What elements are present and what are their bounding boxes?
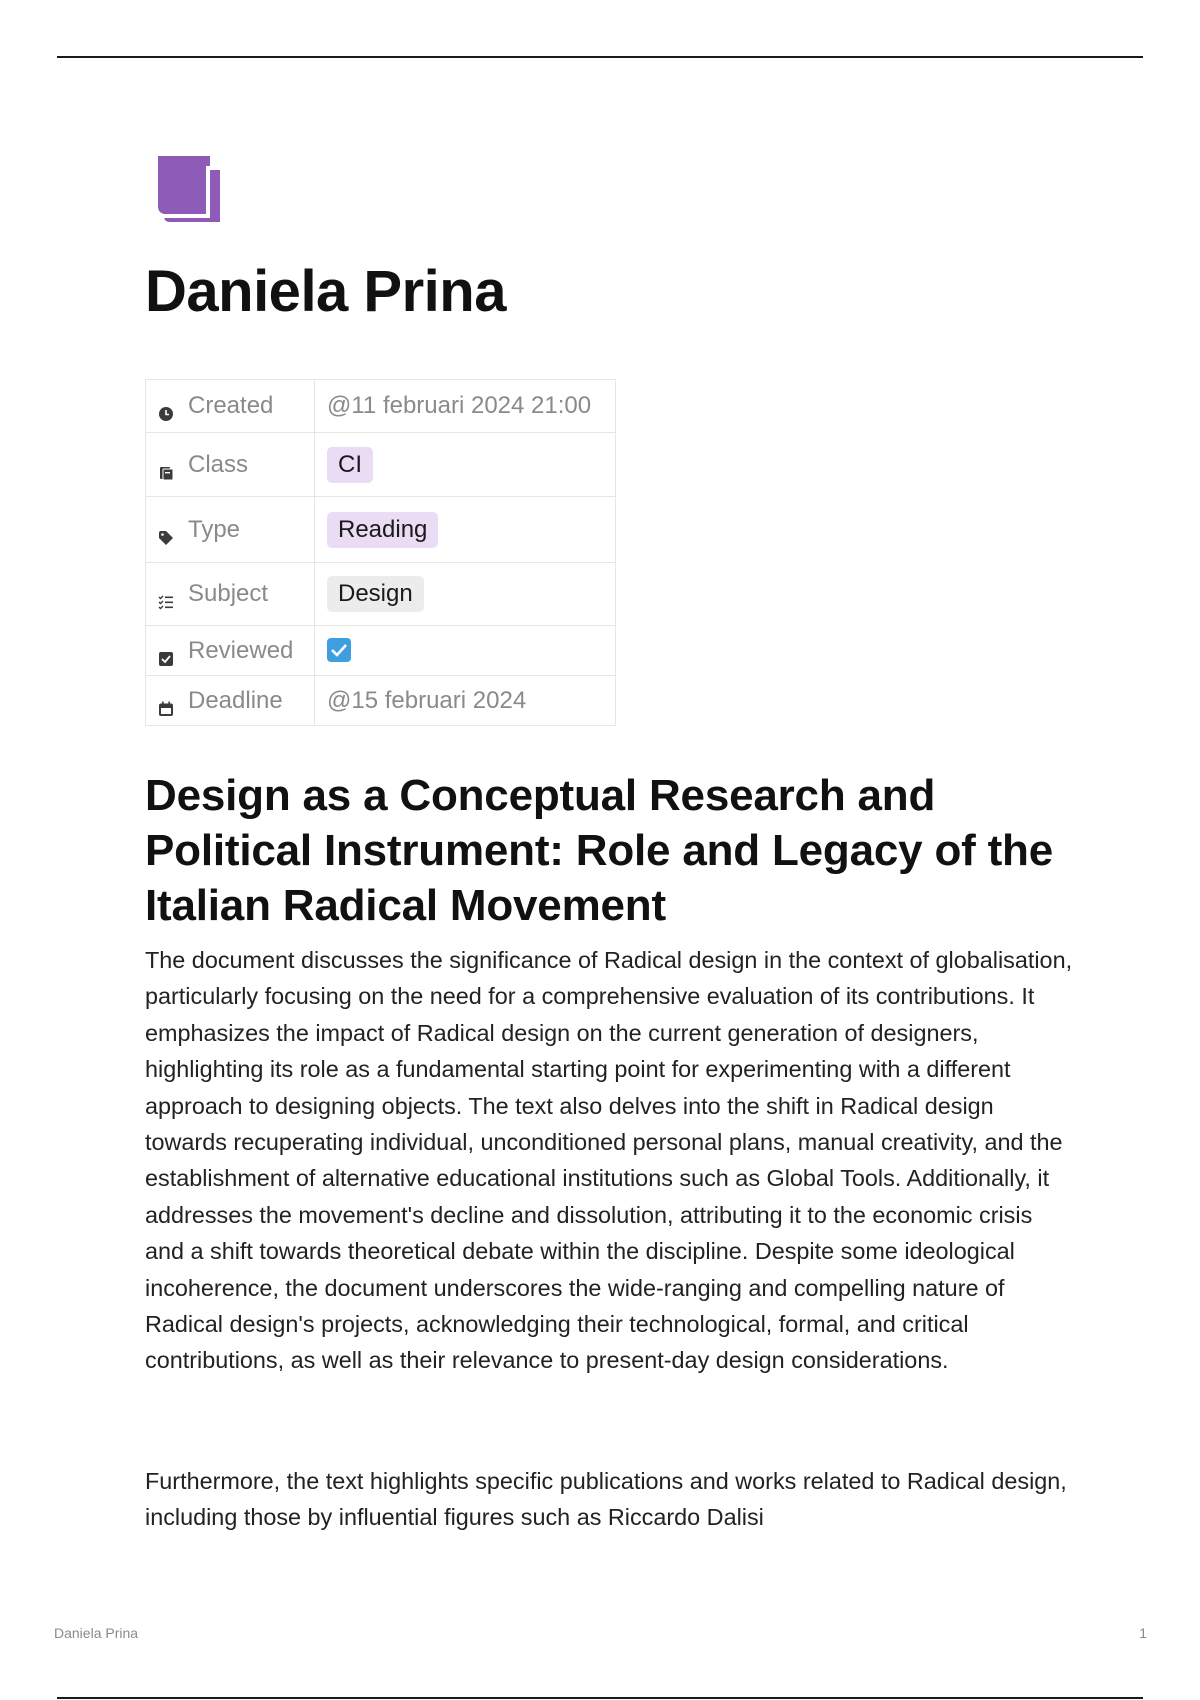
reviewed-checkbox[interactable] (327, 638, 351, 662)
top-rule (57, 56, 1143, 58)
property-row-subject (146, 563, 616, 626)
class-tag[interactable]: CI (327, 447, 373, 483)
book-icon (158, 460, 174, 476)
checkbox-icon (158, 646, 174, 662)
checklist-icon (158, 589, 174, 605)
footer-title: Daniela Prina (54, 1625, 139, 1641)
tag-icon (158, 525, 174, 541)
property-key: Class (188, 450, 249, 478)
type-tag[interactable]: Reading (327, 512, 438, 548)
property-key: Deadline (188, 686, 283, 714)
property-key: Type (188, 515, 241, 543)
property-row-type (146, 497, 616, 563)
subject-tag[interactable]: Design (327, 576, 424, 612)
property-row-deadline (146, 676, 616, 726)
bottom-rule (57, 1697, 1143, 1699)
property-key: Created (188, 392, 274, 419)
properties-table (145, 379, 616, 726)
property-row-reviewed (146, 626, 616, 676)
page-title: Daniela Prina (145, 259, 506, 324)
property-key: Subject (188, 580, 269, 607)
clock-icon (158, 401, 174, 417)
created-value[interactable]: @11 februari 2024 21:00 (315, 380, 616, 433)
page-number: 1 (1139, 1625, 1147, 1641)
paragraph: The document discusses the significance of Radical design in the context of globalisation, particularly focusing on the need for a comprehensive evaluation of its contributions. It emphasizes the impact of Radical design on the current generation of designers, highlighting its role as a fundamental starting point for experimenting with a different approach to designing objects. The text also delves into the shift in Radical design towards recuperating individual, unconditioned personal plans, manual creativity, and the establishment of alternative educational institutions such as Global Tools. Additionally, it addresses the movement's decline and dissolution, attributing it to the economic crisis and a shift towards theoretical debate within the discipline. Despite some ideological incoherence, the document underscores the wide-ranging and compelling nature of Radical design's projects, acknowledging their technological, formal, and critical contributions, as well as their relevance to present-day design considerations. (145, 947, 1073, 1374)
property-key: Reviewed (188, 636, 294, 664)
section-heading: Design as a Conceptual Research and Political Instrument: Role and Legacy of the Italian Radical Movement (145, 771, 1054, 930)
deadline-value[interactable]: @15 februari 2024 (315, 676, 616, 726)
property-row-class (146, 433, 616, 497)
stacked-pages-icon (158, 156, 222, 224)
property-row-created (146, 380, 616, 433)
paragraph: Furthermore, the text highlights specific publications and works related to Radical design, including those by influential figures such as Riccardo Dalisi (145, 1468, 1067, 1531)
calendar-icon (158, 696, 174, 712)
